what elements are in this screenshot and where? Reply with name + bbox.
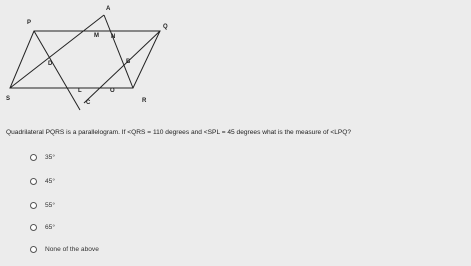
- parallelogram-diagram: [0, 0, 471, 130]
- radio-button[interactable]: [30, 202, 37, 209]
- radio-button[interactable]: [30, 154, 37, 161]
- label-a: A: [106, 6, 111, 12]
- line-a-to-r: [104, 15, 133, 88]
- label-q: Q: [163, 24, 168, 30]
- option-35[interactable]: [30, 151, 55, 163]
- option-45[interactable]: [30, 175, 55, 187]
- line-q-to-l: [84, 31, 160, 103]
- line-p-to-r: [34, 31, 80, 110]
- option-label: 45°: [45, 177, 55, 185]
- label-p: P: [27, 20, 32, 26]
- option-label: 35°: [45, 153, 55, 161]
- option-label: 55°: [45, 201, 55, 209]
- option-label: None of the above: [45, 245, 99, 253]
- label-l: L: [78, 88, 82, 94]
- label-b: B: [126, 59, 131, 65]
- option-65[interactable]: [30, 221, 55, 233]
- label-m: M: [94, 33, 99, 39]
- label-s: S: [6, 96, 11, 102]
- label-d: D: [48, 61, 53, 67]
- radio-button[interactable]: [30, 178, 37, 185]
- parallelogram-pqrs: [10, 31, 160, 88]
- radio-button[interactable]: [30, 224, 37, 231]
- label-c: C: [86, 100, 91, 106]
- option-none-of-the-above[interactable]: [30, 243, 99, 255]
- option-label: 65°: [45, 223, 55, 231]
- label-n: N: [111, 34, 116, 40]
- label-r: R: [142, 98, 147, 104]
- radio-button[interactable]: [30, 246, 37, 253]
- option-55[interactable]: [30, 199, 55, 211]
- label-o: O: [110, 88, 115, 94]
- question-text: Quadrilateral PQRS is a parallelogram. If <QRS = 110 degrees and <SPL = 45 degrees what is the measure of <LPQ?: [6, 129, 352, 136]
- line-a-to-s: [10, 15, 104, 88]
